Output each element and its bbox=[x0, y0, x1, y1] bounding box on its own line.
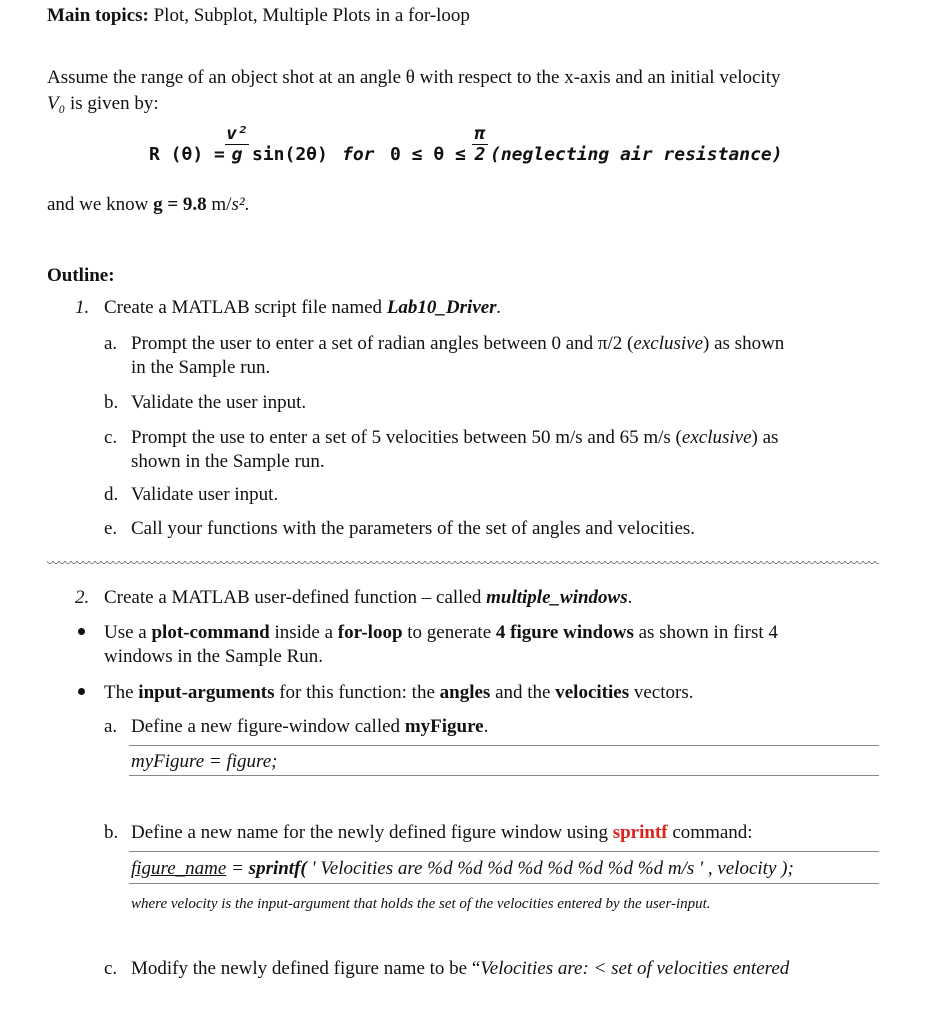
item-1a-letter: a. bbox=[104, 333, 118, 354]
bullet-1-line-2: windows in the Sample Run. bbox=[104, 646, 324, 667]
sub-a-letter: a. bbox=[104, 716, 118, 737]
page-heading: Main topics: Plot, Subplot, Multiple Plots in a for-loop bbox=[47, 5, 470, 26]
sub-a-text: Define a new figure-window called myFigure. bbox=[131, 716, 489, 737]
code-rule-top bbox=[129, 851, 879, 852]
sub-b-code: figure_name = sprintf( ' Velocities are %d %d %d %d %d %d %d %d m/s ' , velocity ); bbox=[131, 858, 794, 879]
formula-sin: sin(2θ) bbox=[252, 144, 328, 165]
code-rule-bottom bbox=[129, 883, 879, 884]
bullet-dot bbox=[78, 688, 85, 695]
sub-b-letter: b. bbox=[104, 822, 119, 843]
bullet-2-line-1: The input-arguments for this function: the angles and the velocities vectors. bbox=[104, 682, 694, 703]
item-1-number: 1. bbox=[75, 297, 90, 318]
sub-b-note: where velocity is the input-argument that holds the set of the velocities entered by the user-input. bbox=[131, 896, 711, 912]
item-1d-line-1: Validate user input. bbox=[131, 484, 279, 505]
formula-range: 0 ≤ θ ≤ bbox=[390, 144, 466, 165]
outline-title: Outline: bbox=[47, 265, 115, 286]
formula-lhs: R (θ) = bbox=[149, 144, 225, 165]
item-1a-line-1: Prompt the user to enter a set of radian angles between 0 and π/2 (exclusive) as shown bbox=[131, 333, 785, 354]
bullet-dot bbox=[78, 628, 85, 635]
sub-a-code: myFigure = figure; bbox=[131, 751, 278, 772]
code-rule-bottom bbox=[129, 775, 879, 776]
item-1-text: Create a MATLAB script file named Lab10_Driver. bbox=[104, 297, 502, 318]
intro-line-2: V₀ is given by: bbox=[47, 93, 159, 114]
item-2-number: 2. bbox=[75, 587, 90, 608]
item-1e-line-1: Call your functions with the parameters of the set of angles and velocities. bbox=[131, 518, 696, 539]
item-2-text: Create a MATLAB user-defined function – called multiple_windows. bbox=[104, 587, 633, 608]
item-1a-line-2: in the Sample run. bbox=[131, 357, 271, 378]
code-rule-top bbox=[129, 745, 879, 746]
gravity-line: and we know g = 9.8 m/s². bbox=[47, 194, 250, 215]
sub-c-text: Modify the newly defined figure name to be “Velocities are: < set of velocities entered bbox=[131, 958, 790, 979]
item-1c-letter: c. bbox=[104, 427, 118, 448]
formula-note: (neglecting air resistance) bbox=[490, 144, 783, 165]
item-1b-line-1: Validate the user input. bbox=[131, 392, 307, 413]
intro-line-1: Assume the range of an object shot at an angle θ with respect to the x-axis and an initial velocity bbox=[47, 67, 781, 88]
formula-fraction-pi-2: π 2 bbox=[472, 125, 488, 164]
item-1c-line-1: Prompt the use to enter a set of 5 velocities between 50 m/s and 65 m/s (exclusive) as bbox=[131, 427, 779, 448]
item-1d-letter: d. bbox=[104, 484, 119, 505]
bullet-1-line-1: Use a plot-command inside a for-loop to generate 4 figure windows as shown in first 4 bbox=[104, 622, 778, 643]
wavy-separator bbox=[47, 561, 879, 567]
formula-fraction-v2-g: v² g bbox=[226, 123, 248, 165]
sub-b-text: Define a new name for the newly defined figure window using sprintf command: bbox=[131, 822, 753, 843]
formula-for: for bbox=[342, 144, 375, 165]
sub-c-letter: c. bbox=[104, 958, 118, 979]
item-1b-letter: b. bbox=[104, 392, 119, 413]
item-1e-letter: e. bbox=[104, 518, 118, 539]
item-1c-line-2: shown in the Sample run. bbox=[131, 451, 325, 472]
